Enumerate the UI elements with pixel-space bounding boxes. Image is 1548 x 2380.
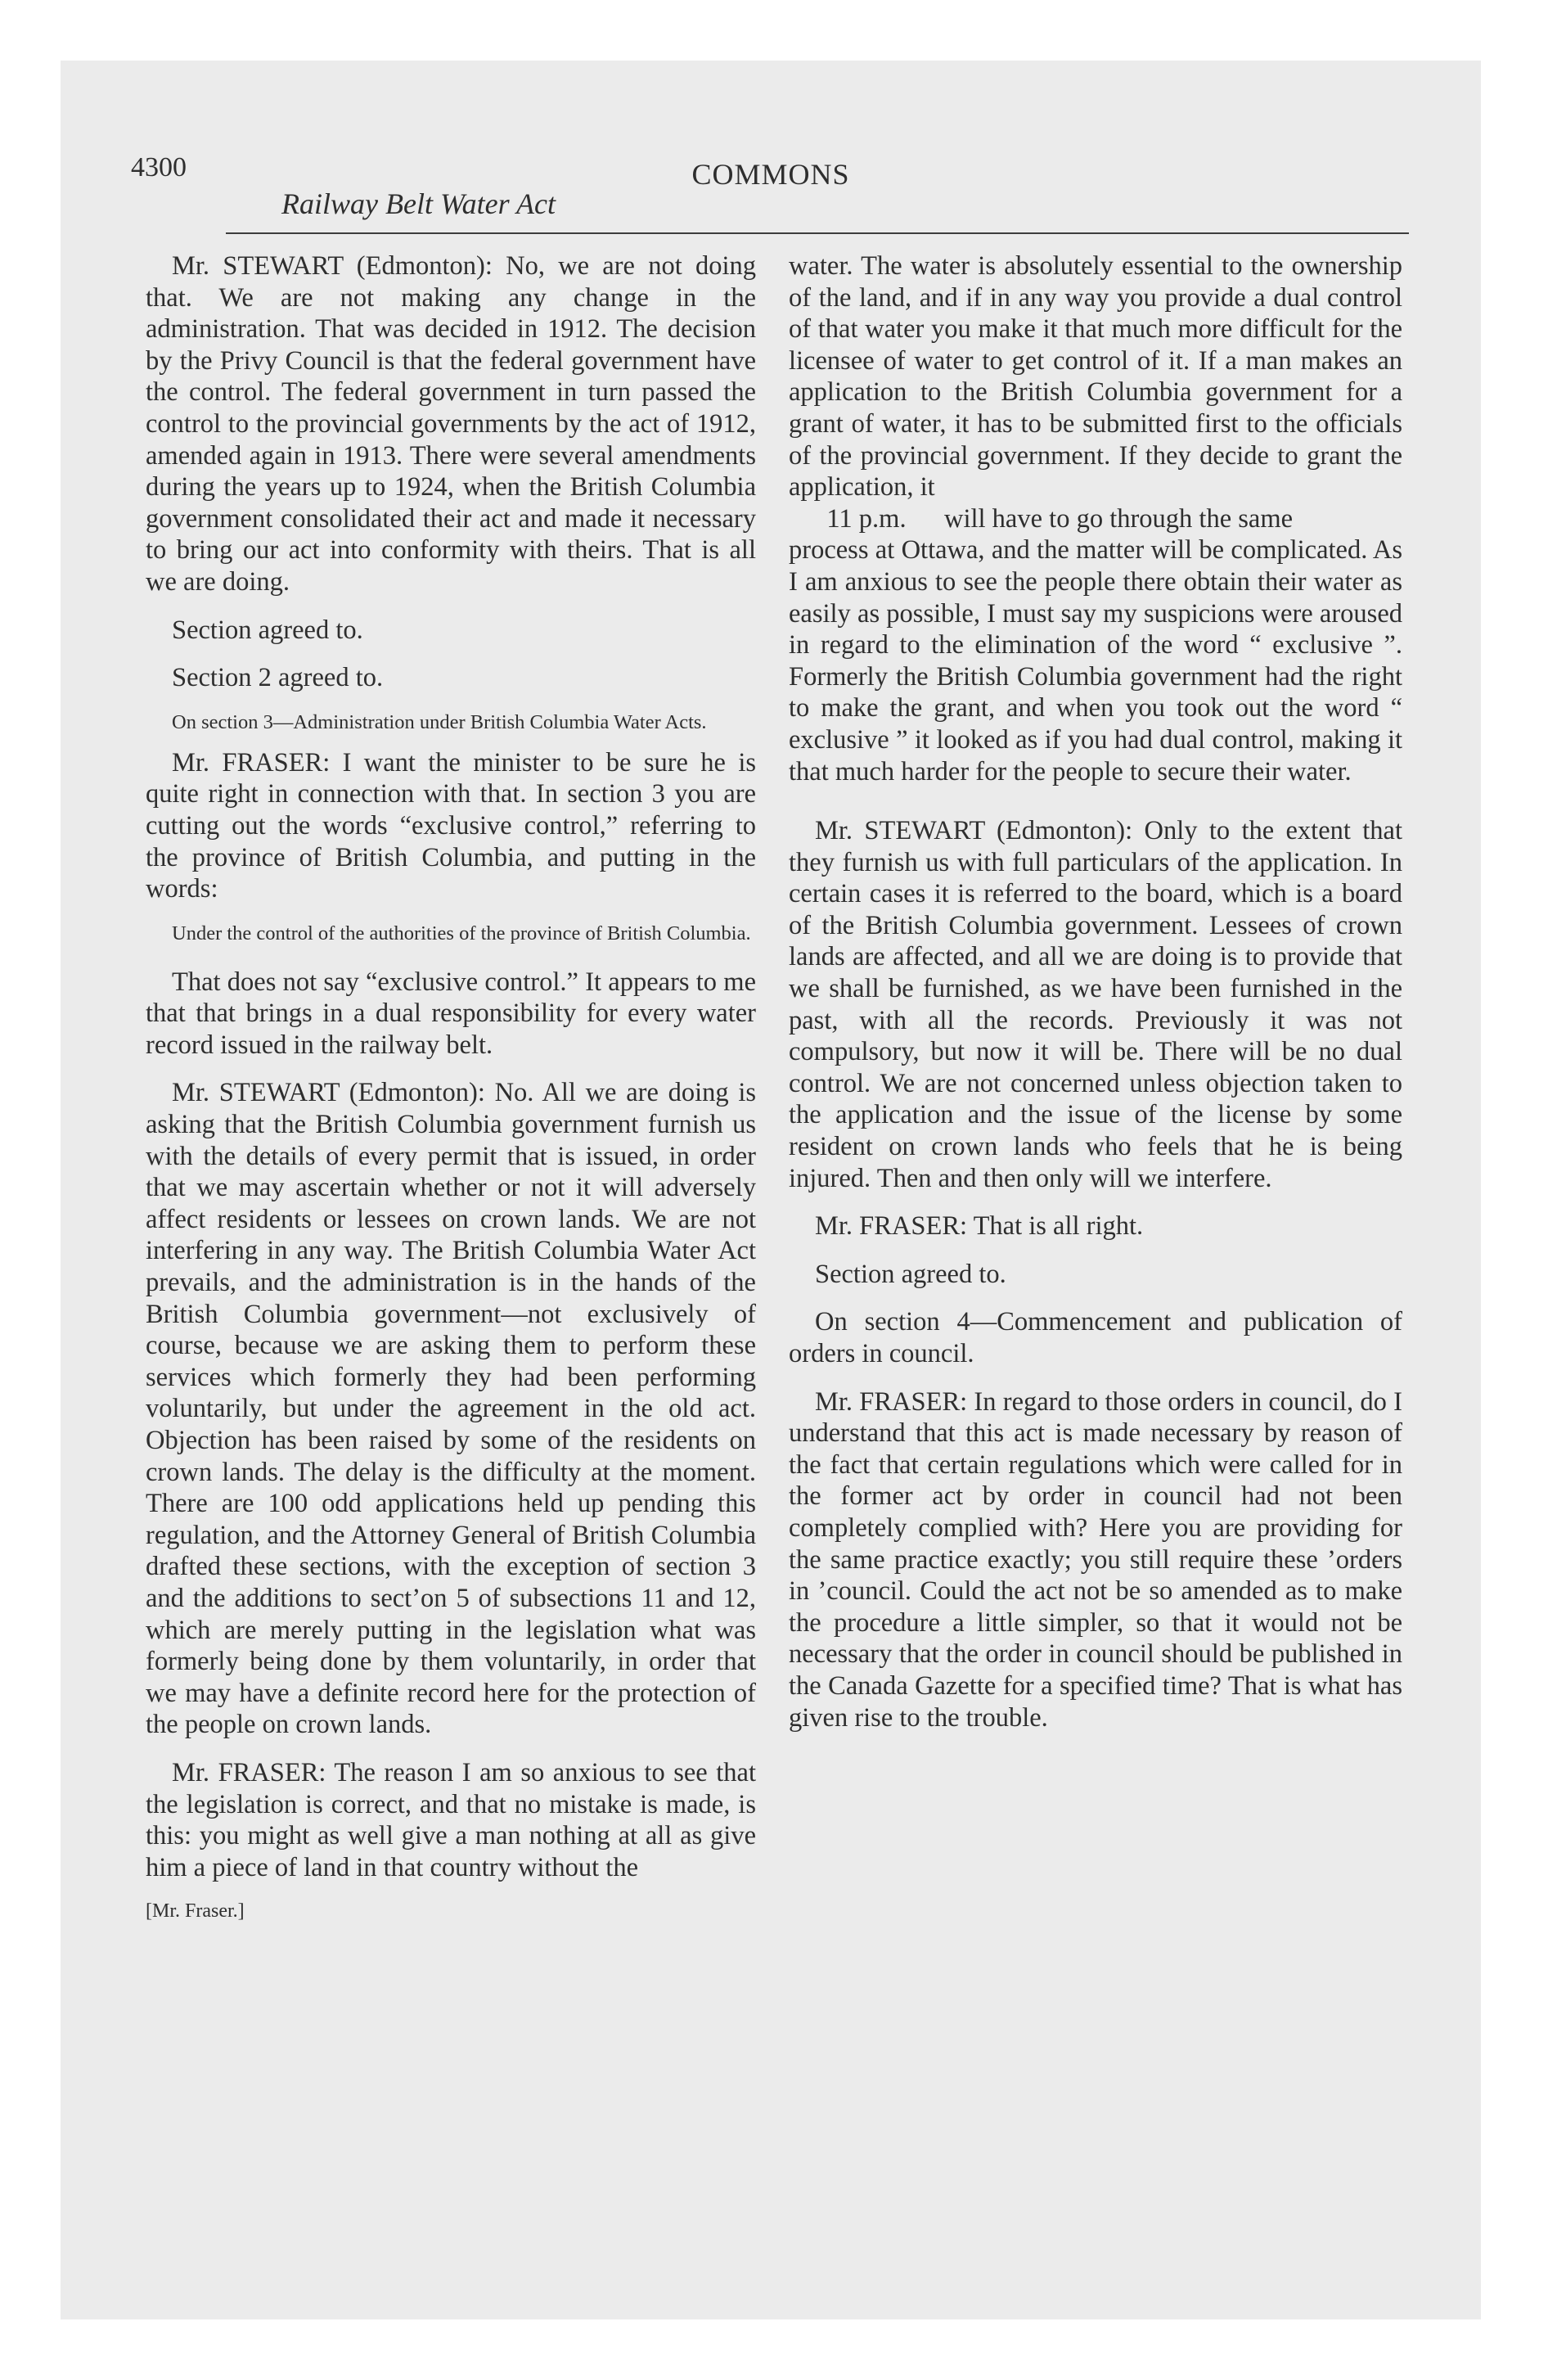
paragraph-continuation-2: process at Ottawa, and the matter will be complicated. As I am anxious to see the people there obtain their water as easily as possible, I must say my suspicions were aroused in regard to the elimination of the word “ exclusive ”. Formerly the British Columbia government had the right to make the grant, and when you took out the word “ exclusive ” it looked as if you had dual control, making it that much harder for the people to secure their water. [789, 535, 1402, 787]
page-number: 4300 [131, 152, 187, 183]
page-title: COMMONS [691, 158, 850, 191]
hansard-page [61, 61, 1481, 2319]
paragraph-stewart-3: Mr. STEWART (Edmonton): Only to the extent that they furnish us with full particulars of the application. In certain cases it is referred to the board, which is a board of the British Columbia government. Lessees of crown lands are affected, and all we are doing is to provide that we shall be furnished, as we have been furnished in the past, with all the records. Previously it was not compulsory, but now it will be. There will be no dual control. We are not concerned unless objection taken to the application and the issue of the license by some resident on crown lands who feels that he is being injured. Then and then only will we interfere. [789, 816, 1402, 1193]
paragraph-section-2-agreed: Section 2 agreed to. [172, 663, 384, 693]
paragraph-section-agreed: Section agreed to. [172, 615, 363, 645]
right-column [789, 250, 1402, 1750]
left-column [146, 250, 756, 1940]
section-3-heading: On section 3—Administration under British Columbia Water Acts. [172, 710, 707, 733]
paragraph-stewart-2: Mr. STEWART (Edmonton): No. All we are doing is asking that the British Columbia government furnish us with the details of every permit that is issued, in order that we may ascertain whether or not it will adversely affect residents or lessees on crown lands. We are not interfering in any way. The British Columbia Water Act prevails, and the administration is in the hands of the British Columbia government—not exclusively of course, because we are asking them to perform these services which formerly they had been performing voluntarily, but under the agreement in the old act. Objection has been raised by some of the residents on crown lands. The delay is the difficulty at the moment. There are 100 odd applications held up pending this regulation, and the Attorney General of British Columbia drafted these sections, with the exception of section 3 and the additions to sect’on 5 of subsections 11 and 12, which are merely putting in the legislation what was formerly being done by them voluntarily, in order that we may have a definite record here for the protection of the people on crown lands. [146, 1078, 756, 1740]
speaker-footer: [Mr. Fraser.] [146, 1900, 245, 1922]
paragraph-section-agreed-2: Section agreed to. [815, 1259, 1006, 1289]
paragraph-fraser-1: Mr. FRASER: I want the minister to be sure he is quite right in connection with that. In section 3 you are cutting out the words “exclusive control,” referring to the province of British Columbia, and putting in the words: [146, 747, 756, 904]
header-rule [226, 232, 1409, 234]
paragraph-continuation: water. The water is absolutely essential to the ownership of the land, and if in any way you provide a dual control of that water you make it that much more difficult for the licensee of water to get control of it. If a man makes an application to the British Columbia government for a grant of water, it has to be submitted first to the officials of the provincial government. If they decide to grant the application, it [789, 251, 1402, 503]
quoted-text: Under the control of the authorities of the province of British Columbia. [172, 922, 751, 944]
paragraph-exclusive-control: That does not say “exclusive control.” It appears to me that that brings in a dual responsibility for every water record issued in the railway belt. [146, 967, 756, 1060]
paragraph-fraser-4: Mr. FRASER: In regard to those orders in council, do I understand that this act is made necessary by reason of the fact that certain regulations which were called for in the former act by order in council had not been completely complied with? Here you are providing for the same practice exactly; you still require these ’orders in ’council. Could the act not be so amended as to make the procedure a little simpler, so that it would not be necessary that the order in council should be published in the Canada Gazette for a specified time? That is what has given rise to the trouble. [789, 1386, 1402, 1733]
paragraph-stewart-1: Mr. STEWART (Edmonton): No, we are not doing that. We are not making any change in the administration. That was decided in 1912. The decision by the Privy Council is that the federal government have the control. The federal government in turn passed the control to the provincial governments by the act of 1912, amended again in 1913. There were several amendments during the years up to 1924, when the British Columbia government consolidated their act and made it necessary to bring our act into conformity with theirs. That is all we are doing. [146, 251, 756, 597]
time-line-text: will have to go through the same [944, 503, 1294, 534]
page-subtitle: Railway Belt Water Act [281, 187, 556, 220]
time-marker-line [789, 503, 1402, 535]
paragraph-fraser-3: Mr. FRASER: That is all right. [815, 1211, 1144, 1242]
time-marker: 11 p.m. [826, 503, 907, 534]
section-4-heading: On section 4—Commencement and publication of orders in council. [789, 1307, 1402, 1368]
paragraph-fraser-2: Mr. FRASER: The reason I am so anxious to see that the legislation is correct, and that no mistake is made, is this: you might as well give a man nothing at all as give him a piece of land in that country without the [146, 1757, 756, 1882]
